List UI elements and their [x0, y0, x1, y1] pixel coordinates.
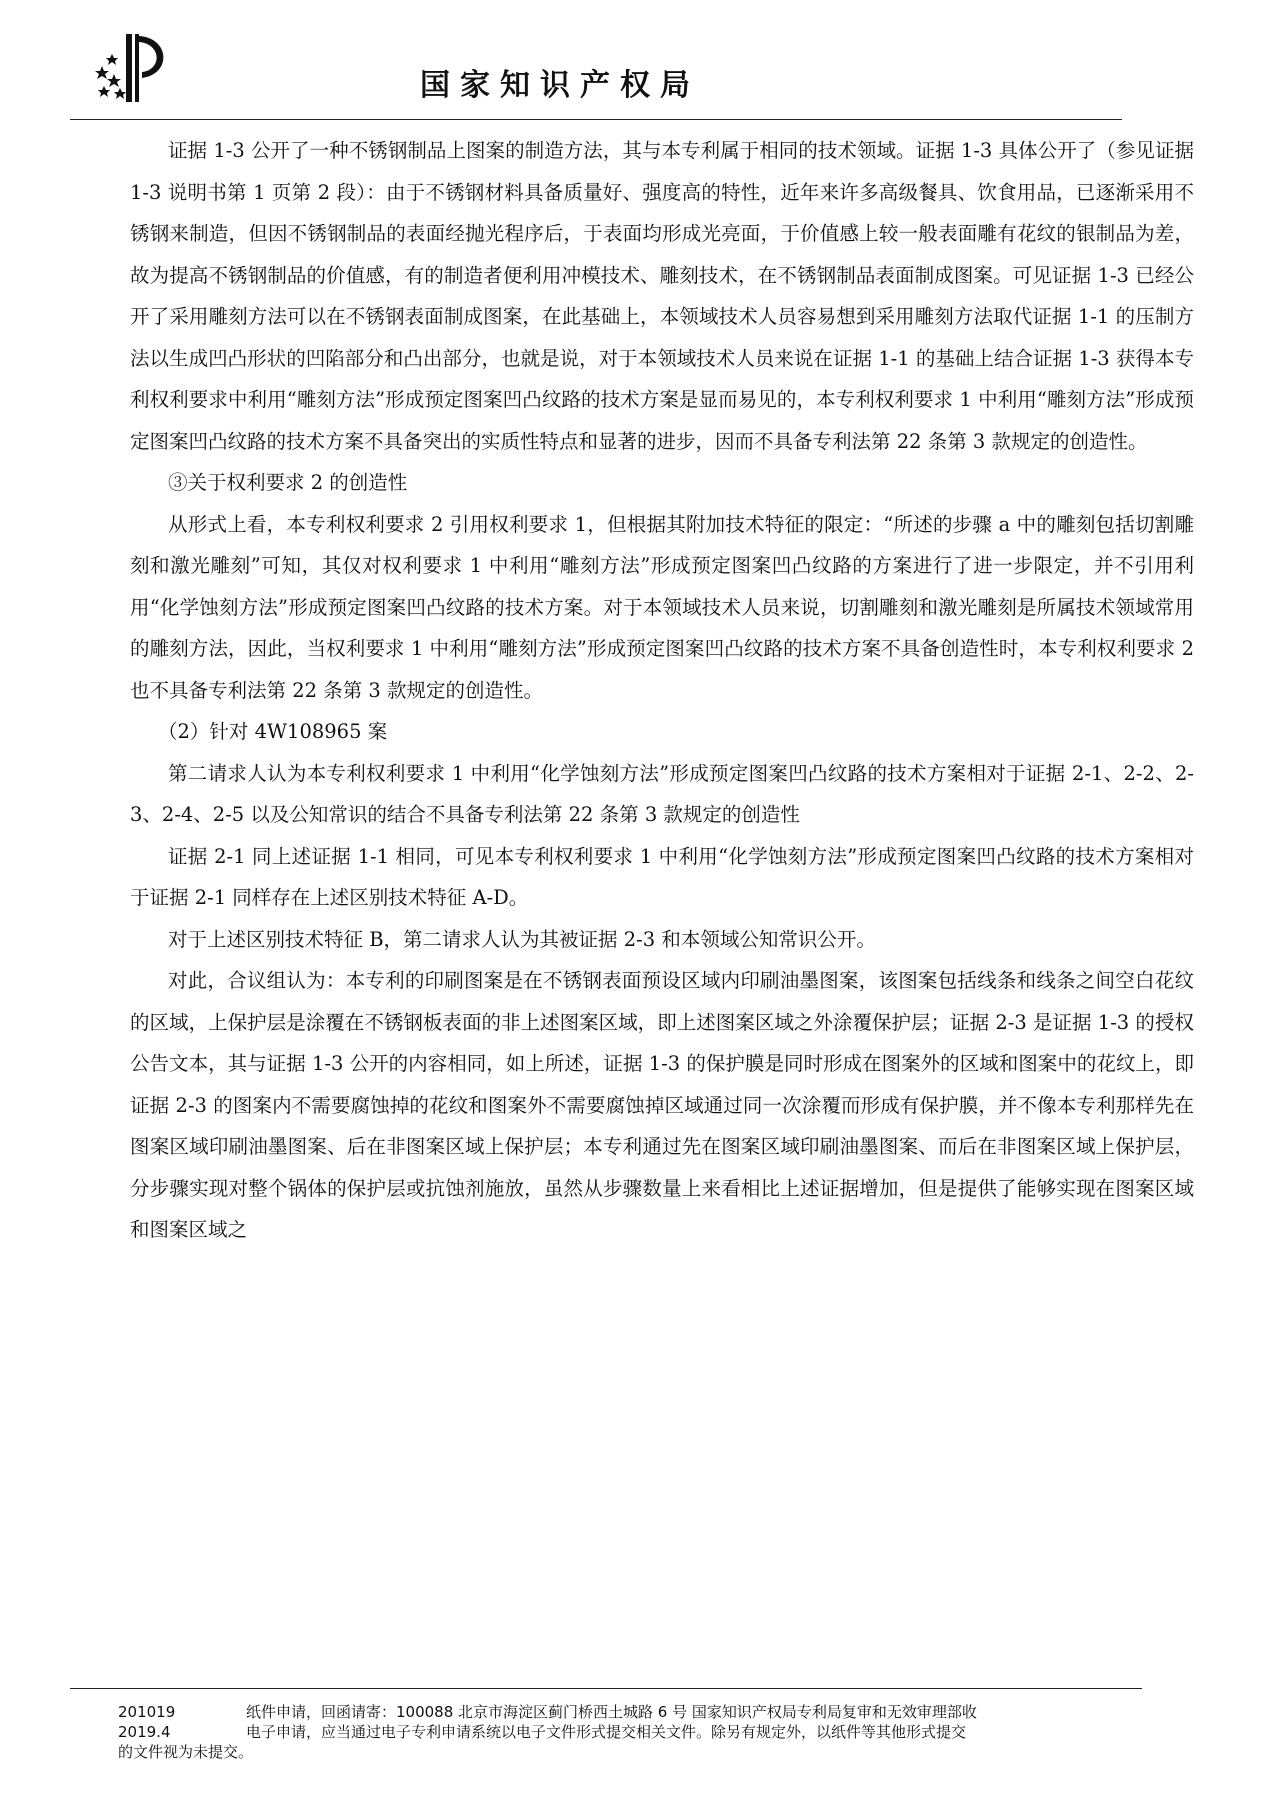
agency-title: 国家知识产权局 [420, 68, 700, 103]
paragraph-claim-2: 从形式上看，本专利权利要求 2 引用权利要求 1，但根据其附加技术特征的限定：“所述的步骤 a 中的雕刻包括切割雕刻和激光雕刻”可知，其仅对权利要求 1 中利用“雕刻方法”形成预定图案凹凸纹路的方案进行了进一步限定，并不引用利用“化学蚀刻方法”形成预定图案凹凸纹路的技术方案。对于本领域技术人员来说，切割雕刻和激光雕刻是所属技术领域常用的雕刻方法，因此，当权利要求 1 中利用“雕刻方法”形成预定图案凹凸纹路的技术方案不具备创造性时，本专利权利要求 2 也不具备专利法第 22 条第 3 款规定的创造性。 [130, 512, 1194, 702]
section-heading-claim-2: ③关于权利要求 2 的创造性 [168, 471, 408, 494]
document-body [130, 130, 1194, 1251]
page-footer [118, 1702, 1208, 1762]
footer-electronic-notice: 电子申请，应当通过电子专利申请系统以电子文件形式提交相关文件。除另有规定外，以纸件等其他形式提交 [246, 1723, 967, 1741]
footer-form-code: 201019 [118, 1703, 176, 1721]
page-header [0, 0, 1280, 124]
paragraph-evidence-2-1: 证据 2-1 同上述证据 1-1 相同，可见本专利权利要求 1 中利用“化学蚀刻方法”形成预定图案凹凸纹路的技术方案相对于证据 2-1 同样存在上述区别技术特征 A-D。 [130, 844, 1194, 909]
section-heading-case-4w108965: （2）针对 4W108965 案 [158, 720, 388, 743]
paragraph-panel-opinion: 对此，合议组认为：本专利的印刷图案是在不锈钢表面预设区域内印刷油墨图案，该图案包括线条和线条之间空白花纹的区域，上保护层是涂覆在不锈钢板表面的非上述图案区域，即上述图案区域之外涂覆保护层；证据 2-3 是证据 1-3 的授权公告文本，其与证据 1-3 公开的内容相同，如上所述，证据 1-3 的保护膜是同时形成在图案外的区域和图案中的花纹上，即证据 2-3 的图案内不需要腐蚀掉的花纹和图案外不需要腐蚀掉区域通过同一次涂覆而形成有保护膜，并不像本专利那样先在图案区域印刷油墨图案、后在非图案区域上保护层；本专利通过先在图案区域印刷油墨图案、而后在非图案区域上保护层，分步骤实现对整个锅体的保护层或抗蚀剂施放，虽然从步骤数量上来看相比上述证据增加，但是提供了能够实现在图案区域和图案区域之 [130, 969, 1194, 1241]
footer-row [118, 1702, 1208, 1722]
cnipa-logo-icon [92, 26, 172, 104]
footer-divider [70, 1688, 1142, 1689]
footer-notice-continuation: 的文件视为未提交。 [118, 1743, 254, 1761]
footer-version: 2019.4 [118, 1723, 171, 1741]
paragraph-evidence-1-3: 证据 1-3 公开了一种不锈钢制品上图案的制造方法，其与本专利属于相同的技术领域。证据 1-3 具体公开了（参见证据 1-3 说明书第 1 页第 2 段）：由于不锈钢材料具备质量好、强度高的特性，近年来许多高级餐具、饮食用品，已逐渐采用不锈钢来制造，但因不锈钢制品的表面经抛光程序后，于表面均形成光亮面，于价值感上较一般表面雕有花纹的银制品为差，故为提高不锈钢制品的价值感，有的制造者便利用冲模技术、雕刻技术，在不锈钢制品表面制成图案。可见证据 1-3 已经公开了采用雕刻方法可以在不锈钢表面制成图案，在此基础上，本领域技术人员容易想到采用雕刻方法取代证据 1-1 的压制方法以生成凹凸形状的凹陷部分和凸出部分，也就是说，对于本领域技术人员来说在证据 1-1 的基础上结合证据 1-3 获得本专利权利要求中利用“雕刻方法”形成预定图案凹凸纹路的技术方案是显而易见的，本专利权利要求 1 中利用“雕刻方法”形成预定图案凹凸纹路的技术方案不具备突出的实质性特点和显著的进步，因而不具备专利法第 22 条第 3 款规定的创造性。 [130, 139, 1194, 453]
footer-row [118, 1722, 1208, 1742]
footer-mail-notice: 纸件申请，回函请寄：100088 北京市海淀区蓟门桥西土城路 6 号 国家知识产权局专利局复审和无效审理部收 [246, 1703, 977, 1721]
header-divider [70, 119, 1122, 120]
paragraph-feature-b: 对于上述区别技术特征 B，第二请求人认为其被证据 2-3 和本领域公知常识公开。 [168, 927, 876, 951]
paragraph-second-requester: 第二请求人认为本专利权利要求 1 中利用“化学蚀刻方法”形成预定图案凹凸纹路的技术方案相对于证据 2-1、2-2、2-3、2-4、2-5 以及公知常识的结合不具备专利法第 22 条第 3 款规定的创造性 [130, 761, 1194, 826]
